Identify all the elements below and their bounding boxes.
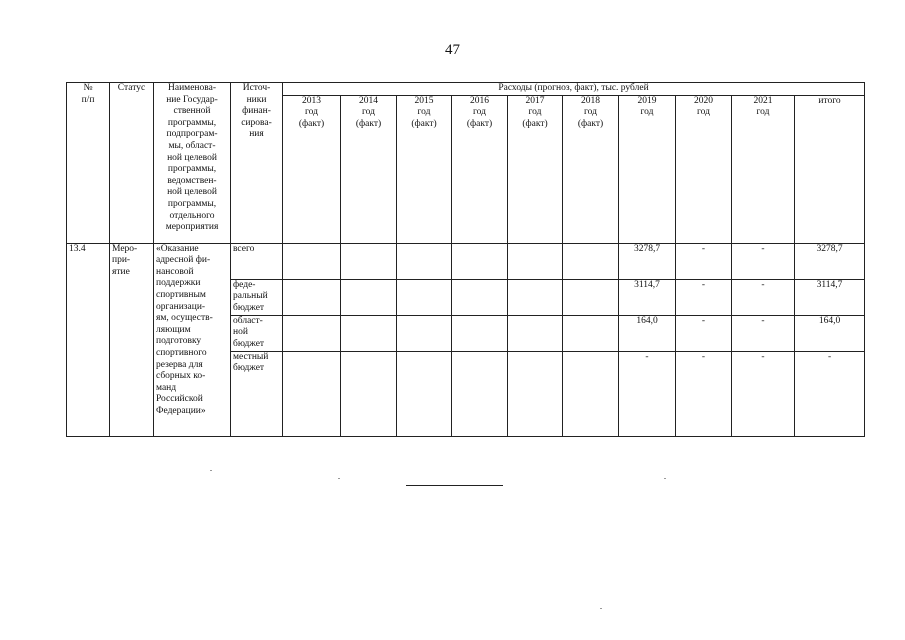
cell-empty — [283, 351, 341, 436]
cell-total: 3114,7 — [795, 279, 865, 315]
cell-2021: - — [732, 351, 795, 436]
cell-empty — [397, 279, 452, 315]
cell-empty — [341, 351, 397, 436]
cell-empty — [563, 243, 619, 279]
header-year: 2014 год (факт) — [341, 95, 397, 243]
cell-empty — [508, 243, 563, 279]
cell-empty — [563, 279, 619, 315]
cell-2019: 3114,7 — [619, 279, 676, 315]
row-source: област- ной бюджет — [231, 315, 283, 351]
cell-2020: - — [676, 351, 732, 436]
scan-speck — [600, 608, 602, 609]
cell-empty — [508, 351, 563, 436]
cell-empty — [283, 315, 341, 351]
cell-2021: - — [732, 279, 795, 315]
item-status: Меро- при- ятие — [110, 243, 154, 436]
cell-empty — [508, 279, 563, 315]
header-expenses-group: Расходы (прогноз, факт), тыс. рублей — [283, 83, 865, 96]
page-number: 47 — [445, 42, 460, 58]
cell-empty — [452, 351, 508, 436]
header-year: 2017 год (факт) — [508, 95, 563, 243]
scan-speck — [664, 478, 666, 479]
header-name: Наименова- ние Государ- ственной программы, подпрограм- мы, област- ной целевой программы, ведомствен- ной целевой программы, отдельного мероприятия — [154, 83, 231, 244]
cell-empty — [341, 315, 397, 351]
header-source: Источ- ники финан- сирова- ния — [231, 83, 283, 244]
cell-total: 164,0 — [795, 315, 865, 351]
cell-empty — [563, 315, 619, 351]
cell-empty — [508, 315, 563, 351]
scan-speck — [210, 470, 212, 471]
cell-empty — [283, 279, 341, 315]
header-row — [67, 83, 865, 96]
cell-total: 3278,7 — [795, 243, 865, 279]
header-year: 2020 год — [676, 95, 732, 243]
cell-empty — [452, 243, 508, 279]
cell-2020: - — [676, 279, 732, 315]
item-name: «Оказание адресной фи- нансовой поддержки спортивным организаци- ям, осуществ- ляющим подготовку спортивного резерва для сборных ко- манд Российской Федерации» — [154, 243, 231, 436]
cell-empty — [397, 351, 452, 436]
cell-2020: - — [676, 315, 732, 351]
row-source: феде- ральный бюджет — [231, 279, 283, 315]
header-number: № п/п — [67, 83, 110, 244]
item-number: 13.4 — [67, 243, 110, 436]
scan-speck — [338, 478, 340, 479]
cell-empty — [341, 279, 397, 315]
cell-2020: - — [676, 243, 732, 279]
cell-2021: - — [732, 315, 795, 351]
cell-empty — [397, 315, 452, 351]
header-status: Статус — [110, 83, 154, 244]
cell-2019: 3278,7 — [619, 243, 676, 279]
cell-total: - — [795, 351, 865, 436]
header-year: 2015 год (факт) — [397, 95, 452, 243]
row-source: всего — [231, 243, 283, 279]
budget-table — [66, 82, 865, 437]
cell-empty — [563, 351, 619, 436]
header-year: 2021 год — [732, 95, 795, 243]
cell-2019: 164,0 — [619, 315, 676, 351]
cell-empty — [283, 243, 341, 279]
footer-rule — [406, 485, 503, 486]
header-total: итого — [795, 95, 865, 243]
cell-2021: - — [732, 243, 795, 279]
cell-empty — [452, 279, 508, 315]
header-year: 2018 год (факт) — [563, 95, 619, 243]
header-year: 2019 год — [619, 95, 676, 243]
cell-2019: - — [619, 351, 676, 436]
header-year: 2016 год (факт) — [452, 95, 508, 243]
cell-empty — [452, 315, 508, 351]
table-row — [67, 243, 865, 279]
row-source: местный бюджет — [231, 351, 283, 436]
cell-empty — [341, 243, 397, 279]
cell-empty — [397, 243, 452, 279]
header-year: 2013 год (факт) — [283, 95, 341, 243]
